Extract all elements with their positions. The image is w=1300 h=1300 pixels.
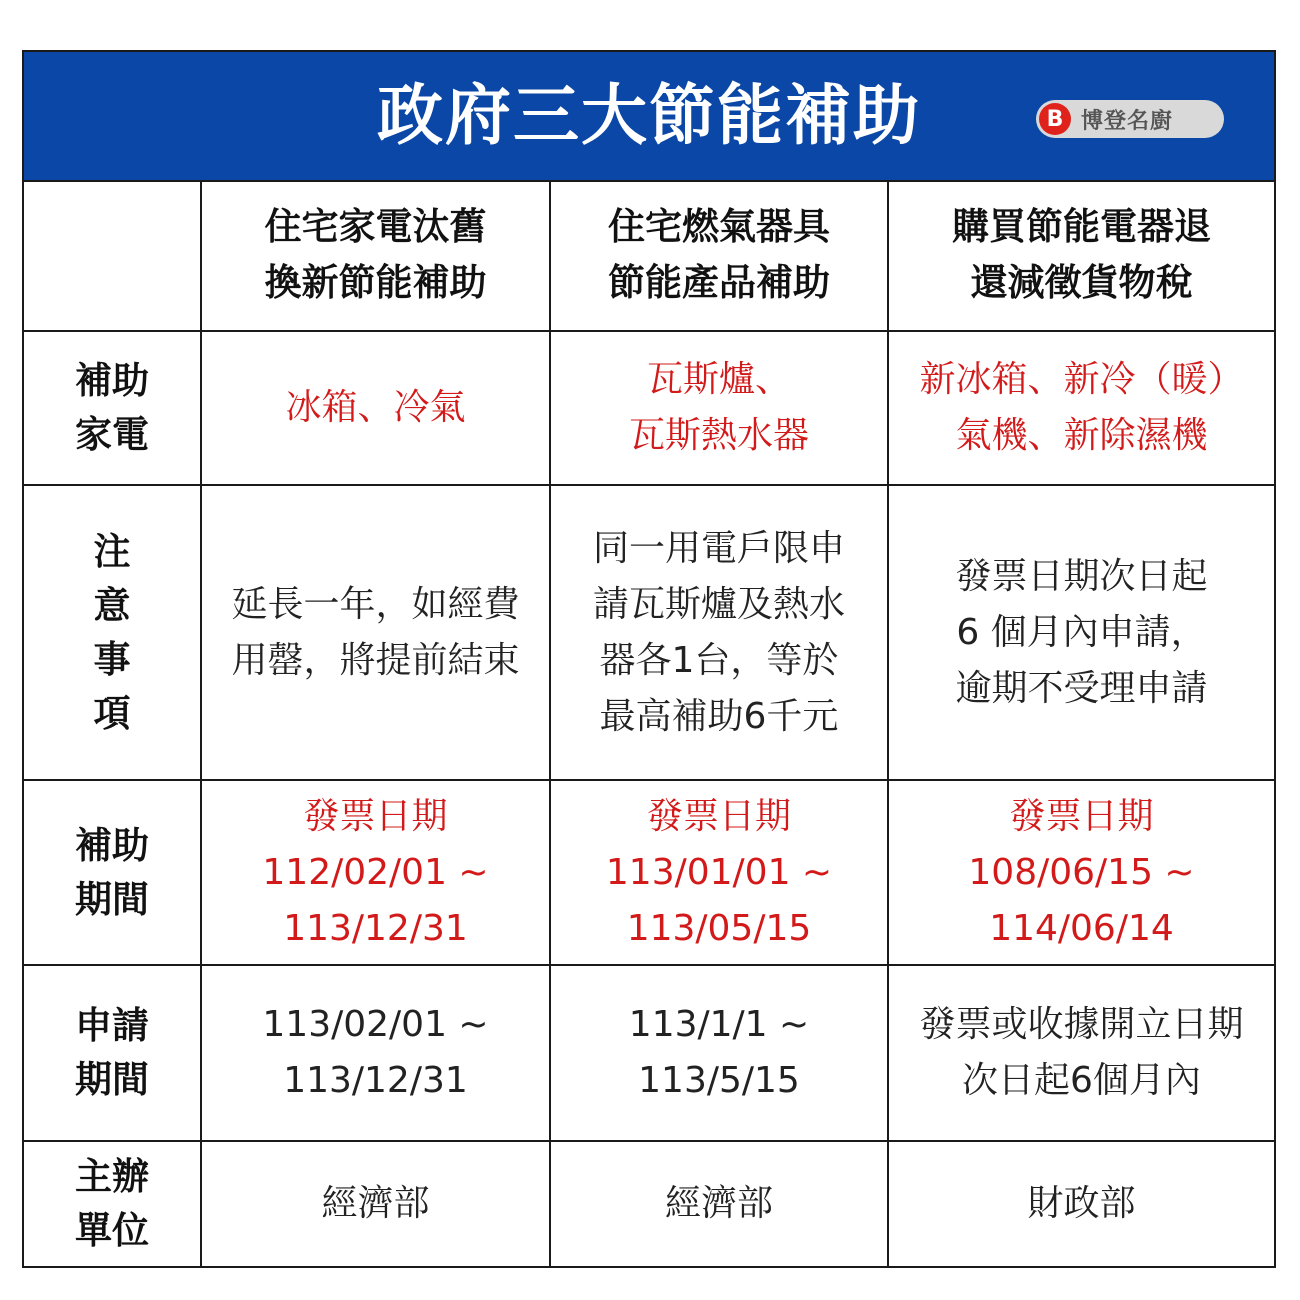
table-cell: 財政部 (1027, 1183, 1136, 1224)
table-cell: 延長一年，如經費 用罄，將提前結束 (231, 583, 520, 681)
row-label: 注 意 事 項 (93, 529, 131, 735)
column-header-text: 住宅燃氣器具 節能產品補助 (608, 205, 830, 304)
table-cell: 113/02/01 ~ 113/12/31 (262, 1004, 489, 1101)
column-header (551, 180, 887, 330)
column-header (202, 180, 549, 330)
table-cell: 同一用電戶限申 請瓦斯爐及熱水 器各1台，等於 最高補助6千元 (592, 527, 845, 737)
table-cell: 發票日期次日起 6 個月內申請， 逾期不受理申請 (955, 555, 1208, 709)
brand-badge (1036, 100, 1224, 138)
row-label: 申請 期間 (75, 1004, 149, 1101)
table-cell: 新冰箱、新冷（暖） 氣機、新除濕機 (919, 359, 1244, 456)
brand-logo-icon: B (1039, 103, 1071, 135)
brand-name: 博登名廚 (1081, 108, 1174, 134)
row-label: 補助 期間 (75, 823, 149, 921)
table-cell: 發票日期 113/01/01 ~ 113/05/15 (605, 795, 833, 949)
subsidy-table (22, 50, 1276, 1268)
table-cell: 冰箱、冷氣 (285, 387, 466, 428)
title-bar (24, 52, 1274, 182)
table-cell: 發票日期 108/06/15 ~ 114/06/14 (968, 795, 1195, 949)
column-header-text: 購買節能電器退 還減徵貨物稅 (952, 205, 1211, 304)
page-title: 政府三大節能補助 (377, 77, 921, 154)
table-cell: 發票日期 112/02/01 ~ 113/12/31 (262, 795, 489, 949)
table-cell: 113/1/1 ~ 113/5/15 (628, 1004, 810, 1101)
table-cell: 經濟部 (321, 1183, 430, 1224)
row-label: 主辦 單位 (75, 1155, 149, 1252)
table-cell: 經濟部 (664, 1183, 773, 1224)
column-header-text: 住宅家電汰舊 換新節能補助 (264, 205, 487, 304)
table-cell: 發票或收據開立日期 次日起6個月內 (919, 1004, 1244, 1101)
table-cell: 瓦斯爐、 瓦斯熱水器 (628, 359, 809, 456)
row-label: 補助 家電 (75, 359, 149, 456)
column-header (889, 180, 1274, 330)
